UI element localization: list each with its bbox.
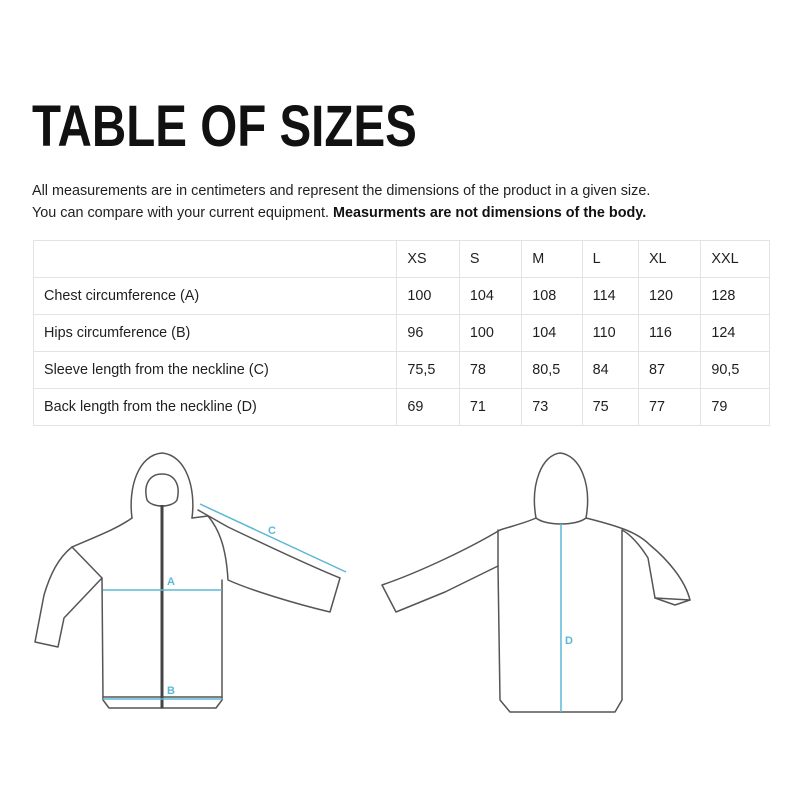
front-right-body-outline [192,510,340,612]
label-b: B [167,685,175,697]
table-cell: 110 [582,315,638,352]
jacket-diagrams [0,440,800,780]
back-hood-outline [534,453,587,524]
row-label: Back length from the neckline (D) [34,389,397,426]
front-face-opening [146,474,178,506]
label-a: A [167,576,175,588]
intro-text [32,180,772,224]
table-cell: 75,5 [397,352,459,389]
table-cell: 104 [459,278,521,315]
header-m: M [522,241,582,278]
intro-line-1: All measurements are in centimeters and represent the dimensions of the product in a given size. [32,183,651,199]
table-cell: 96 [397,315,459,352]
intro-line-2-plain: You can compare with your current equipment. [32,205,334,221]
table-cell: 77 [638,389,700,426]
front-left-body-outline [35,518,162,708]
table-cell: 114 [582,278,638,315]
row-label: Hips circumference (B) [34,315,397,352]
table-cell: 124 [701,315,770,352]
table-cell: 79 [701,389,770,426]
page-title: TABLE OF SIZES [32,94,417,159]
sleeve-measure-line [200,504,346,572]
table-row [34,389,770,426]
table-cell: 108 [522,278,582,315]
table-cell: 73 [522,389,582,426]
table-cell: 104 [522,315,582,352]
table-row [34,352,770,389]
table-cell: 80,5 [522,352,582,389]
front-left-sleeve-seam [72,547,102,578]
table-cell: 128 [701,278,770,315]
label-c: C [268,525,276,537]
intro-line-2-bold: Measurments are not dimensions of the body. [333,205,647,221]
table-row [34,315,770,352]
table-cell: 84 [582,352,638,389]
jacket-back-diagram [382,453,690,712]
header-l: L [582,241,638,278]
table-cell: 116 [638,315,700,352]
row-label: Sleeve length from the neckline (C) [34,352,397,389]
table-cell: 75 [582,389,638,426]
table-cell: 78 [459,352,521,389]
table-row [34,278,770,315]
table-cell: 100 [397,278,459,315]
header-empty [34,241,397,278]
table-cell: 120 [638,278,700,315]
table-cell: 69 [397,389,459,426]
intro-line-2 [32,202,772,224]
header-xl: XL [638,241,700,278]
label-d: D [565,635,573,647]
header-xs: XS [397,241,459,278]
header-s: S [459,241,521,278]
jacket-front-diagram [35,453,346,708]
table-cell: 90,5 [701,352,770,389]
size-table [33,240,770,426]
back-body-outline [382,518,690,712]
table-header-row [34,241,770,278]
header-xxl: XXL [701,241,770,278]
table-cell: 100 [459,315,521,352]
row-label: Chest circumference (A) [34,278,397,315]
table-cell: 71 [459,389,521,426]
table-cell: 87 [638,352,700,389]
